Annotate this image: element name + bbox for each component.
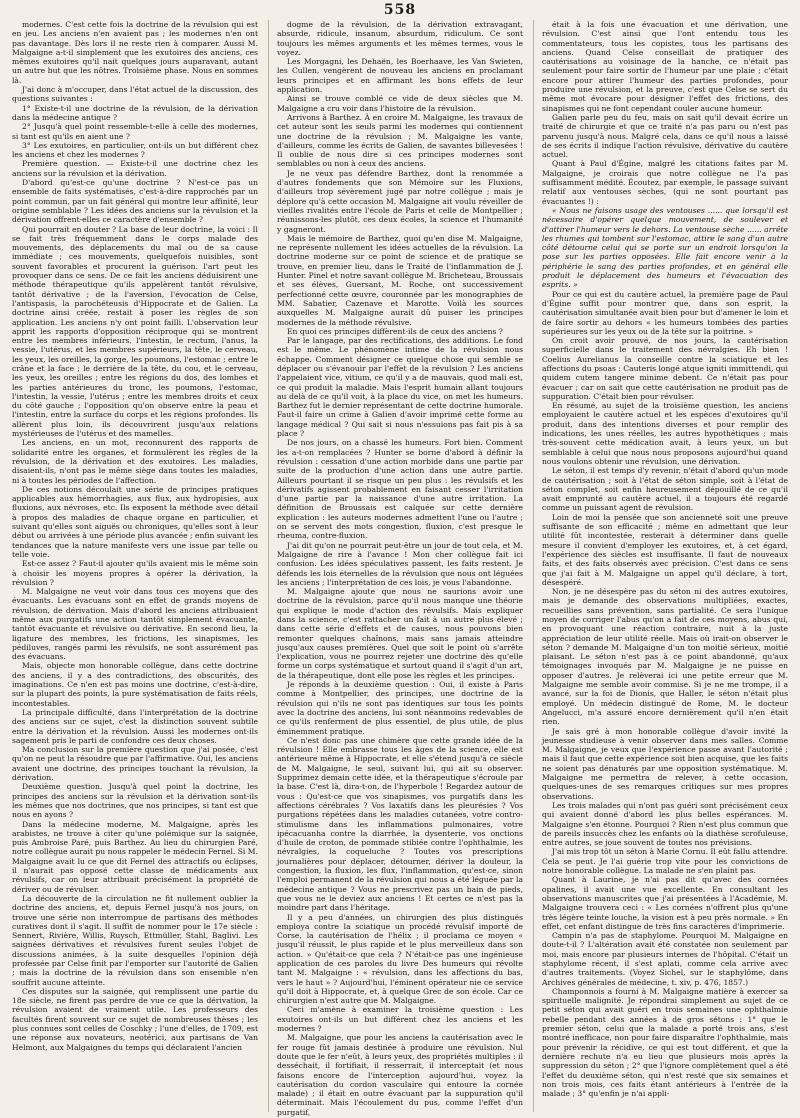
paragraph: Champonnois a fourni à M. Malgaigne matière à exercer sa spirituelle malignité. Je répondrai simplement au sujet de ce petit séton qui avait guéri en trois semaines une ophthalmie rebelle pendant des années à de gros sétons : 1° que le premier séton, celui que la malade a porté trois ans, s'est montré inefficace, non pour faire disparaître l'ophthalmie, mais pour prévenir la récidive, ce qui est tout différent, et que la dernière rechute n'a eu lieu que plusieurs mois après la suppression du séton ; 2° que l'ignore complètement quel a été l'effet du deuxième séton, qui n'est resté que six semaines et non trois mois, ces faits étant antérieurs à l'entrée de la malade ; 3° qu'enfin je n'ai appli- [542,986,788,1099]
paragraph: Je réponds à la deuxième question : Oui, il existe à Paris comme à Montpellier, des principes, une doctrine de la révulsion qui n'ils ne sont pas identiques sur tous les points avec la doctrine des anciens, lui sont néanmoins redevables de ce qu'ils renferment de plus essentiel, de plus utile, de plus éminemment pratique. [277,680,523,736]
paragraph: Non, je ne désespère pas du séton ni des autres exutoires, mais je demande des observations multipliées, exactes, recueillies sans prévention, sans partialité. Ce sera l'unique moyen de corriger l'abus qu'on a fait de ces moyens, abus qui, en provoquant une réaction contraire, nuit à la juste appréciation de leur utilité réelle. Mais où irait-on observer le séton ? demande M. Malgaigne d'un ton moitié sérieux, moitié plaisant. Le séton n'est pas à ce point abandonné, qu'aux témoignages invoqués par M. Malgaigne je ne puisse en opposer d'autres. Je relèverai ici une petite erreur que M. Malgaigne me semble avoir commise. Si je ne me trompe, il a avancé, sur la foi de Dionis, que Haller, le séton n'était plus employé. Un médecin distingué de Rome, M. le docteur Angelucci, m'a assuré encore dernièrement qu'il n'en était rien. [542,587,788,727]
paragraph: J'ai mis trop tôt un séton à Marie Cornu. Il eût fallu attendre. Cela se peut. Je l'ai guérie trop vite pour les convictions de notre honorable collègue. La malade ne s'en plaint pas. [542,847,789,876]
paragraph: Qui pourrait en douter ? La base de leur doctrine, la voici : Il se fait très fréquemment dans le corps malade des mouvements, des déplacements du mal ou de sa cause immédiate ; ces mouvements, quelquefois nuisibles, sont souvent favorables et procurent la guérison. l'art peut les provoquer dans ce sens. De ce fait les anciens déduisirent une méthode thérapeutique qu'ils appelèrent tantôt révulsive, tantôt dérivative ; de la l'aversion, l'évocation de Celse, l'antispasis, la parochéteusis d'Hippocrate et de Galien. La doctrine ainsi créée, restait à poser les règles de son application. Les anciens n'y ont point failli. L'observation leur apprit les rapports d'opposition réciproque qui se montrent entre les membres inférieurs, l'intestin, le rectum, l'anus, la vessie, l'utérus, et les membres supérieurs, la tête, le cerveau, les yeux, les oreilles, la gorge, les poumons, l'estomac ; entre le crâne et la face ; le derrière de la tête, du cou, et le cerveau, les yeux, les oreilles ; entre les régions du dos, des lombes et les parties antérieures du tronc, les poumons, l'estomac, l'intestin, la vessie, l'utérus ; entre les membres droits et ceux du côté gauche ; l'opposition qu'on observe entre la peau et l'intestin, entre la surface du corps et les régions profondes. Ils allèrent plus loin, ils découvrirent jusqu'aux relations mystérieuses de l'utérus et des mamelles. [12,224,258,439]
paragraph: Campin n'a pas de staphylome. Pourquoi M. Malgaigne en doute-t-il ? L'altération avait été constatée non seulement par moi, mais encore par plusieurs internes de l'hôpital. C'était un staphylome récent, il s'est aplati, comme cela arrive avec d'autres traitements. (Voyez Sichel, sur le staphylôme, dans Archives générales de médecine, t. xiv, p. 476, 1857.) [542,931,788,987]
paragraph: En résumé, au sujet de la troisième question, les anciens employaient le cautère actuel et les espèces d'exutoires qu'il produit, dans des intentions diverses et pour remplir des indications, les unes réelles, les autres hypothétiques ; mais très-souvent cette médication avait, à leurs yeux, un but semblable à celui que nous nous proposons aujourd'hui quand nous voulons obtenir une révulsion, une dérivation. [542,401,788,466]
paragraph: Quant à Paul d'Égine, malgré les citations faites par M. Malgaigne, je croirais que notre collègue ne l'a pas suffisamment médité. Écoutez, par exemple, le passage suivant relatif aux ventouses sèches, (qui ne sont pourtant pas évacuantes !) : [542,159,788,206]
column-right [533,20,788,1112]
page-number: 558 [383,2,417,18]
paragraph: Ceci m'amène à examiner la troisième question : Les exutoires ont-ils un but différent chez les anciens et les modernes ? [277,1005,523,1034]
paragraph: M. Malgaigne ajoute que nous ne saurions avoir une doctrine de la révulsion, parce qu'il nous manque une théorie qui explique le mode d'action des révulsifs. Mais expliquer dans la science, c'est rattacher un fait à un autre plus élevé ; dans cette série d'effets et de causes, nous pouvons bien remonter quelques chaînons, mais sans jamais atteindre jusqu'aux causes premières. Quel que soit le point où s'arrête l'explication, vous ne pourrez rejeter une doctrine dès qu'elle forme un corps systématique et surtout quand il s'agit d'un art, de la thérapeutique, dont elle pose les règles et les principes. [277,587,523,680]
paragraph: 1° Existe-t-il une doctrine de la révulsion, de la dérivation dans la médecine antique ? [12,103,258,122]
paragraph: Les anciens, en un mot, reconnurent des rapports de solidarité entre les organes, et formulèrent les règles de la révulsion, de la dérivation et des exutoires. Les maladies, disaient-ils, n'ont pas le même siège dans toutes les maladies, ni à toutes les périodes de l'affection. [12,438,258,485]
paragraph: J'ai dit qu'on ne pourrait peut-être un jour de tout cela, et M. Malgaigne de rire à l'avance ! Mon cher collègue fait ici confusion. Les idées spéculatives passent, les faits restent. Je défends les lois éternelles de la révulsion que nous ont léguées les anciens ; l'interprétation de ces lois, je vous l'abandonne. [277,540,523,587]
paragraph: Ces disputes sur la saignée, qui remplissent une partie du 18e siècle, ne firent pas perdre de vue ce que la dérivation, la révulsion avaient de vraiment utile. Les professeurs des facultés firent souvent sur ce sujet de nombreuses thèses ; les plus connues sont celles de Coschky ; l'une d'elles, de 1709, est une réponse aux novateurs, neotérici, aux partisans de Van Helmont, aux Malgaignes du temps qui déclaraient l'ancien [12,986,258,1052]
paragraph: Ce n'est donc pas une chimère que cette grande idée de la révulsion ! Elle embrasse tous les âges de la science, elle est antérieure même à Hippocrate, et elle s'étend jusqu'à ce siècle de M. Malgaigne, le seul, suivant lui, qui ait su observer. Supprimez demain cette idée, et la thérapeutique s'écroule par la base. C'est là, dira-t-on, de l'hyperbole ! Regardez autour de vous : Qu'est-ce que vos sinapismes, vos purgatifs dans les affections cérébrales ? Vos laxatifs dans les pleurésies ? Vos purgations répétées dans les maladies cutanées, votre contro-stimulisme dans les inflammations pulmonaires, votre ipécacuanha contre la diarrhée, la dysenterie, vos onctions d'huile de croton, de pommade stibiée contre l'ophthalmie, les névralgies, la coqueluche ? Toutes vos prescriptions journalières pour déplacer, détourner, dériver la douleur, la congestion, la fluxion, les flux, l'inflammation, qu'est-ce, sinon l'emploi permanent de la révulsion qui nous a été léguée par la médecine antique ? Vous ne prescrivez pas un bain de pieds, que vous ne le deviez aux anciens ! Et certes ce n'est pas la moindre part dans l'héritage. [277,735,523,913]
paragraph: De nos jours, on a chassé les humeurs. Fort bien. Comment les a-t-on remplacées ? Hunter se borne d'abord à définir la révulsion : cessation d'une action morbide dans une partie par suite de la production d'une action dans une autre partie. Ailleurs pourtant il se risque un peu plus : les révulsifs et les dérivatifs agissent probablement en faisant cesser l'irritation d'une partie par la naissance d'une autre irritation. La définition de Broussais est calquée sur cette dernière explication : les auteurs modernes admettent l'une ou l'autre ; on se servent des mots congestion, fluxion, c'est presque le rheuma, contre-fluxion. [277,438,523,541]
paragraph: Loin de moi la pensée que son ancienneté soit une preuve suffisante de son efficacité ; même en admettant que leur utilité fût incontestée, resterait à déterminer dans quelle mesure il convient d'employer les exutoires, et, à cet égard, l'expérience des siècles est insuffisante. Il faut de nouveaux faits, et des faits observés avec précision. C'est dans ce sens que j'ai fait à M. Malgaigne un appel qu'il déclare, à tort, désespéré. [542,512,788,587]
paragraph: M. Malgaigne ne veut voir dans tous ces moyens que des évacuants. Les évacuans sont en effet de grands moyens de révulsion, de dérivation. Mais d'abord les anciens attribuaient même aux purgatifs une action tantôt simplement évacuante, tantôt évacuante et révulsive ou dérivative. En second lieu, la ligature des membres, les frictions, les sinapismes, les pédiluves, rangés parmi les révulsifs, ne sont assurément pas des évacuans. [12,587,258,662]
paragraph: Deuxième question. Jusqu'à quel point la doctrine, les principes des anciens sur la révulsion et la dérivation sont-ils les mêmes que nos doctrines, que nos principes, si tant est que nous en ayons ? [12,782,258,820]
paragraph: dogme de la révulsion, de la dérivation extravagant, absurde, ridicule, insanum, absurdum, ridiculum. Ce sont toujours les mêmes arguments et les mêmes termes, vous le voyez. [277,20,523,57]
column-middle [268,20,523,1117]
paragraph: 3° Les exutoires, en particulier, ont-ils un but différent chez les anciens et chez les modernes ? [12,140,258,160]
paragraph: Je ne veux pas défendre Barthez, dont la renommée a d'autres fondements que son Mémoire sur les Fluxions, d'ailleurs trop sévèrement jugé par notre collègue ; mais je déplore qu'à cette occasion M. Malgaigne ait voulu réveiller de vieilles rivalités entre l'école de Paris et celle de Montpellier ; réunissons-les plutôt, ces deux écoles, la science et l'humanité y gagneront. [277,168,523,234]
paragraph: Il y a peu d'années, un chirurgien des plus distingués employa contre la sciatique un procédé révulsif importé de Corse, la cautérisation de l'hélix ; il proclama ce moyen « jusqu'il réussit, le plus rapide et le plus merveilleux dans son action. » Qu'était-ce que cela ? N'était-ce pas une ingénieuse application de ces paroles du livre Des humeurs qui révolte tant M. Malgaigne : « révulsion, dans les affections du bas, vers le haut » ? Aujourd'hui, l'éminent opérateur nie ce service qu'il doit à Hippocrate, et, à quelque Grec de son école. Car ce chirurgien n'est autre que M. Malgaigne. [277,912,523,1006]
paragraph: Quant à Laurine, je n'ai pas dit qu'avec des cornées opalines, il avait une vue excellente. En consultant les observations manuscrites que j'ai présentées à l'Académie, M. Malgaigne trouvera ceci : « Les cornées n'offrent plus qu'une très légère teinte louche, la vision est à peu près normale. » En effet, cet enfant distingue de très fins caractères d'imprimerie. [542,875,788,931]
paragraph: Mais, objecte mon honorable collègue, dans cette doctrine des anciens, il y a des contradictions, des obscurités, des imaginations. Ce n'en est pas moins une doctrine, c'est-à-dire, sur la plupart des points, la pure systématisation de faits réels, incontestables. [12,661,258,708]
paragraph: Je sais gré à mon honorable collègue d'avoir invité la jeunesse studieuse à venir observer dans mes salles. Comme M. Malgaigne, je veux que l'expérience passe avant l'autorité ; mais il faut que cette expérience soit bien acquise, que les faits ne soient pas dénaturés par une opposition systématique. M. Malgaigne me permettra de relever, à cette occasion, quelques-unes de ses remarques critiques sur mes propres observations. [542,726,788,801]
paragraph: Arrivons à Barthez. À en croire M. Malgaigne, les travaux de cet auteur sont les seuls parmi les modernes qui contiennent une doctrine de la révulsion ; M. Malgaigne les vante, d'ailleurs, comme les écrits de Galien, de savantes billevesées ! Il oublie de nous dire si ces principes modernes sont semblables ou non à ceux des anciens. [277,112,523,169]
quotation: « Nous ne faisons usage des ventouses ...... que lorsqu'il est nécessaire d'opérer quelque mouvement, de soulever et d'attirer l'humeur vers le dehors. La ventouse sèche ...... arrête les rhumes qui tombent sur l'estomac, attire le sang d'un autre côté détourne celui qui se porte sur un endroit lorsqu'on la pose sur les parties opposées. Elle fait encore venir à la périphérie le sang des parties profondes, et en général elle produit le déplacement des humeurs et l'évacuation des esprits. » [542,205,788,290]
paragraph: Le séton, il est temps d'y revenir, n'était d'abord qu'un mode de cautérisation ; soit à l'état de séton simple, soit à l'état de séton complet, soit enfin heureusement dépouillé de ce qu'il avait emprunté au cautère actuel, il a toujours été regardé comme un puissant agent de révulsion. [542,466,788,513]
paragraph: Par le langage, par des rectifications, des additions. Le fond est le même. Le phénomène intime de la révulsion nous échappe. Comment désigner ce quelque chose qui semble se déplacer ou s'évanouir par l'effet de la révulsion ? Les anciens l'appelaient vice, vitium, ce qu'il y a de mauvais, quod mali est, ce qui produit la maladie. Mais l'esprit humain allant toujours au delà de ce qu'il voit, à la place du vice, on met les humeurs. Barthez fut le dernier représentant de cette doctrine humorale. Faut-il faire un crime à Galien d'avoir imprimé cette forme au langage médical ? Qui sait si nous n'essuions pas fait pis à sa place ? [277,336,523,439]
paragraph: Première question. — Existe-t-il une doctrine chez les anciens sur la révulsion et la dérivation. [12,159,258,178]
paragraph: La principale difficulté, dans l'interprétation de la doctrine des anciens sur ce sujet, c'est la distinction souvent subtile entre la dérivation et la révulsion. Aussi les modernes ont-ils sagement pris le parti de confondre ces deux choses. [12,707,258,745]
paragraph: D'abord qu'est-ce qu'une doctrine ? N'est-ce pas un ensemble de faits systématisés, c'est-à-dire rapprochés par un point commun, par un fait général qui montre leur affinité, leur origine semblable ? Les idées des anciens sur la révulsion et la dérivation offrent-elles ce caractère d'ensemble ? [12,178,258,225]
paragraph: Les trois malades qui n'ont pas guéri sont précisément ceux qui avaient donné d'abord les plus belles espérances. M. Malgaigne s'en étonne. Pourquoi ? Rien n'est plus commun que de pareils insuccès chez les enfants où la diathèse scrofuleuse, entre autres, se joue souvent de toutes nos prévisions. [542,800,788,848]
paragraph: J'ai donc à m'occuper, dans l'état actuel de la discussion, des questions suivantes : [12,85,258,104]
paragraph: La découverte de la circulation ne fit nullement oublier la doctrine des anciens, et, depuis Fernel jusqu'à nos jours, on trouve une série non interrompue de partisans des méthodes curatives dont il s'agit. Il suffit de nommer pour le 17e siècle : Sennert, Rivière, Willis, Ruysch, Ettmüller, Stahl, Baglivi. Les saignées dérivatives et révulsives furent seules l'objet de discussions animées, à la suite desquelles l'opinion déjà professée par Celse finit par l'emporter sur l'autorité de Galien ; mais la doctrine de la révulsion dans son ensemble n'en souffrit aucune atteinte. [12,893,258,987]
paragraph: était à la fois une évacuation et une dérivation, une révulsion. C'est ainsi que l'ont entendu tous les commentateurs, tous les copistes, tous les partisans des anciens. Quand Celse conseillait de pratiquer des cautérisations au voisinage de la hanche, ce n'était pas seulement pour faire sortir de l'humeur par une plaie ; c'était encore pour attirer l'humeur des parties profondes, pour produire une révulsion, et la preuve, c'est que Celse se sert du même mot évocare pour désigner l'effet des frictions, des sinapismes qui ne font cependant couler aucune humeur. [542,20,788,113]
paragraph: Galien parle peu du feu, mais on sait qu'il devait écrire un traité de chirurgie et que ce traité n'a pas paru ou n'est pas parvenu jusqu'à nous. Malgré cela, dans ce qu'il nous a laissé de ses écrits il indique l'action révulsive, dérivative du cautère actuel. [542,112,788,160]
paragraph: Ainsi se trouve comblé ce vide de deux siècles que M. Malgaigne a cru voir dans l'histoire de la révulsion. [277,94,523,113]
paragraph: Est-ce assez ? Faut-il ajouter qu'ils avaient mis le même soin à choisir les moyens propres à opérer la dérivation, la révulsion ? [12,559,258,587]
paragraph: Ma conclusion sur la première question que j'ai posée, c'est qu'on ne peut la résoudre que par l'affirmative. Oui, les anciens avaient une doctrine, des principes touchant la révulsion, la dérivation. [12,745,258,783]
paragraph: En quoi ces principes diffèrent-ils de ceux des anciens ? [287,326,503,336]
paragraph: Pour ce qui est du cautère actuel, la première page de Paul d'Égine suffit pour montrer que, dans son esprit, la cautérisation simultanée avait bien pour but d'amener le loin et de faire sortir au dehors « les humeurs tombées des parties supérieures sur les yeux ou de la tête sur la poitrine. » [542,289,788,336]
paragraph: 2° Jusqu'à quel point ressemble-t-elle à celle des modernes, si tant est qu'ils en aient une ? [12,122,258,141]
paragraph: Dans la médecine moderne, M. Malgaigne, après les arabistes, ne trouve à citer qu'une polémique sur la saignée, puis Ambroise Paré, puis Barthez. Au lieu du chirurgien Paré, notre collègue aurait pu nous rappeler le médecin Fernel. Si M. Malgaigne avait lu ce que dit Fernel des attractifs ou éclipses, il n'aurait pas opposé cette classe de médicaments aux révulsifs, car on leur attribuait précisément la propriété de dériver ou de révulser. [12,819,258,894]
paragraph: modernes. C'est cette fois la doctrine de la révulsion qui est en jeu. Les anciens n'en avaient pas ; les modernes n'en ont pas davantage. Dès lors il ne reste rien à comparer. Aussi M. Malgaigne a-t-il simplement que les exutoires des anciens, ces mêmes exutoires qu'il nait quelques jours auparavant, autant un autre but que les nôtres. Troisième phase. Nous en sommes là. [12,20,258,85]
paragraph: Les Morgagni, les Dehaën, les Boerhaave, les Van Swieten, les Cullen, vengèrent de nouveau les anciens en proclamant leurs principes et en affirmant les bons effets de leur application. [277,57,523,95]
paragraph: On croit avoir prouvé, de nos jours, la cautérisation superficielle dans le traitement des névralgies. Eh bien ! Coelius Aurelianus la conseille contre la sciatique et les affections du psoas : Cauteris longé atque igniti immittendi, qui quidem cutem tangere minime debent. Ce n'était pas pour évacuer ; car on sait que cette cautérisation ne produit pas de suppuration. C'était bien pour révulser. [542,336,788,401]
paragraph: De ces notions découlait une série de principes pratiques applicables aux hémorrhagies, aux flux, aux hydropisies, aux fluxions, aux névroses, etc. Ils exposent la méthode avec détail à propos des maladies de chaque organe en particulier, et suivant qu'elles sont aiguës ou chroniques, qu'elles sont à leur début ou arrivées à une période plus avancée ; enfin suivant les tendances que la nature manifeste vers une issue par telle ou telle voie. [12,484,258,559]
text-columns [12,20,789,1117]
paragraph: M. Malgaigne, que pour les anciens la cautérisation avec le fer rouge fût jamais destinée à produire une révulsion. Nul doute que le fer n'eût, à leurs yeux, des propriétés multiples : il desséchait, il fortifiait, il resserrait, il interceptait (et nous faisons encore de l'interception aujourd'hui, voyez la cautérisation du cordon vasculaire qui entoure la cornée malade) ; il était en outre évacuant par la suppuration qu'il déterminait. Mais l'écoulement du pus, comme l'effet d'un purgatif, [277,1033,523,1117]
paragraph: Mais le mémoire de Barthez, quoi qu'en dise M. Malgaigne, ne représente nullement les idées actuelles de la révulsion. La doctrine moderne sur ce point de science et de pratique se trouve, en premier lieu, dans le Traité de l'inflammation de J. Hunter. Pinel et notre savant collègue M. Bricheteau, Broussais et ses élèves, Guersant, M. Roche, ont successivement perfectionné cette œuvre, couronnée par les monographies de MM. Sabatier, Cazenave et Marotte. Voilà les sources auxquelles M. Malgaigne aurait dû puiser les principes modernes de la méthode révulsive. [277,233,523,327]
column-left [12,20,258,1112]
